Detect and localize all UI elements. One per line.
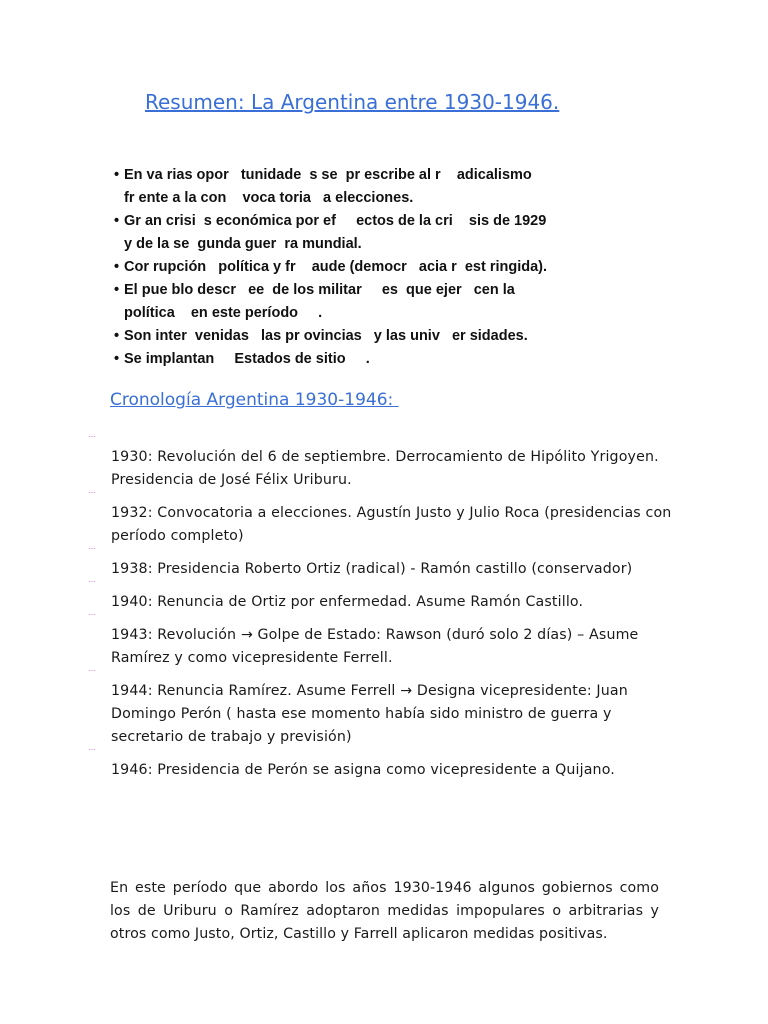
- chronology-item-text: 1946: Presidencia de Perón se asigna como vicepresidente a Quijano.: [111, 762, 615, 778]
- list-marker-icon: ¨¨: [88, 492, 95, 502]
- list-marker-icon: ¨¨: [88, 614, 95, 624]
- summary-bullet-text: Cor rupción política y fr aude (democr acia r est ringida).: [124, 259, 548, 275]
- list-marker-icon: ¨¨: [88, 749, 95, 759]
- chronology-item-text: 1932: Convocatoria a elecciones. Agustín Justo y Julio Roca (presidencias con período completo): [111, 505, 672, 544]
- chronology-item: [88, 581, 688, 614]
- summary-bullet: [114, 210, 674, 256]
- bullet-dot-icon: •: [114, 213, 120, 229]
- list-marker-icon: ¨¨: [88, 548, 95, 558]
- summary-bullet: [114, 348, 674, 371]
- chronology-item-text: 1938: Presidencia Roberto Ortiz (radical) - Ramón castillo (conservador): [111, 561, 633, 577]
- summary-bullet: [114, 279, 674, 325]
- chronology-item-text: 1943: Revolución → Golpe de Estado: Rawson (duró solo 2 días) – Asume Ramírez y como vicepresidente Ferrell.: [111, 627, 639, 666]
- list-marker-icon: ¨¨: [88, 581, 95, 591]
- conclusion-paragraph: En este período que abordo los años 1930-1946 algunos gobiernos como los de Uriburu o Ramírez adoptaron medidas impopulares o arbitrarias y otros como Justo, Ortiz, Castillo y Farrell aplicaron medidas positivas.: [110, 880, 659, 942]
- chronology-item: [88, 492, 688, 548]
- summary-bullet: [114, 164, 674, 210]
- chronology-item: [88, 670, 688, 749]
- list-marker-icon: ¨¨: [88, 670, 95, 680]
- summary-bullet-list: [114, 164, 674, 371]
- list-marker-icon: ¨¨: [88, 436, 95, 446]
- chronology-item: [88, 436, 688, 492]
- chronology-item: [88, 614, 688, 670]
- summary-bullet-text: El pue blo descr ee de los militar es que ejer cen la política en este período .: [124, 282, 515, 321]
- bullet-dot-icon: •: [114, 328, 120, 344]
- chronology-item-text: 1944: Renuncia Ramírez. Asume Ferrell → Designa vicepresidente: Juan Domingo Perón ( hasta ese momento había sido ministro de guerra y secretario de trabajo y previsión): [111, 683, 628, 745]
- bullet-dot-icon: •: [114, 167, 120, 183]
- summary-bullet-text: Se implantan Estados de sitio .: [124, 351, 370, 367]
- chronology-list: [88, 436, 688, 782]
- chronology-item-text: 1930: Revolución del 6 de septiembre. Derrocamiento de Hipólito Yrigoyen. Presidencia de José Félix Uriburu.: [111, 449, 659, 488]
- bullet-dot-icon: •: [114, 282, 120, 298]
- summary-bullet: [114, 256, 674, 279]
- chronology-item-text: 1940: Renuncia de Ortiz por enfermedad. Asume Ramón Castillo.: [111, 594, 584, 610]
- summary-bullet-text: Son inter venidas las pr ovincias y las univ er sidades.: [124, 328, 528, 344]
- chronology-item: [88, 749, 688, 782]
- summary-bullet-text: Gr an crisi s económica por ef ectos de la cri sis de 1929 y de la se gunda guer ra mundial.: [124, 213, 547, 252]
- chronology-heading: Cronología Argentina 1930-1946:: [110, 390, 399, 410]
- chronology-item: [88, 548, 688, 581]
- summary-bullet-text: En va rias opor tunidade s se pr escribe al r adicalismo fr ente a la con voca toria a elecciones.: [124, 167, 532, 206]
- bullet-dot-icon: •: [114, 351, 120, 367]
- page-title: Resumen: La Argentina entre 1930-1946.: [145, 90, 560, 114]
- bullet-dot-icon: •: [114, 259, 120, 275]
- summary-bullet: [114, 325, 674, 348]
